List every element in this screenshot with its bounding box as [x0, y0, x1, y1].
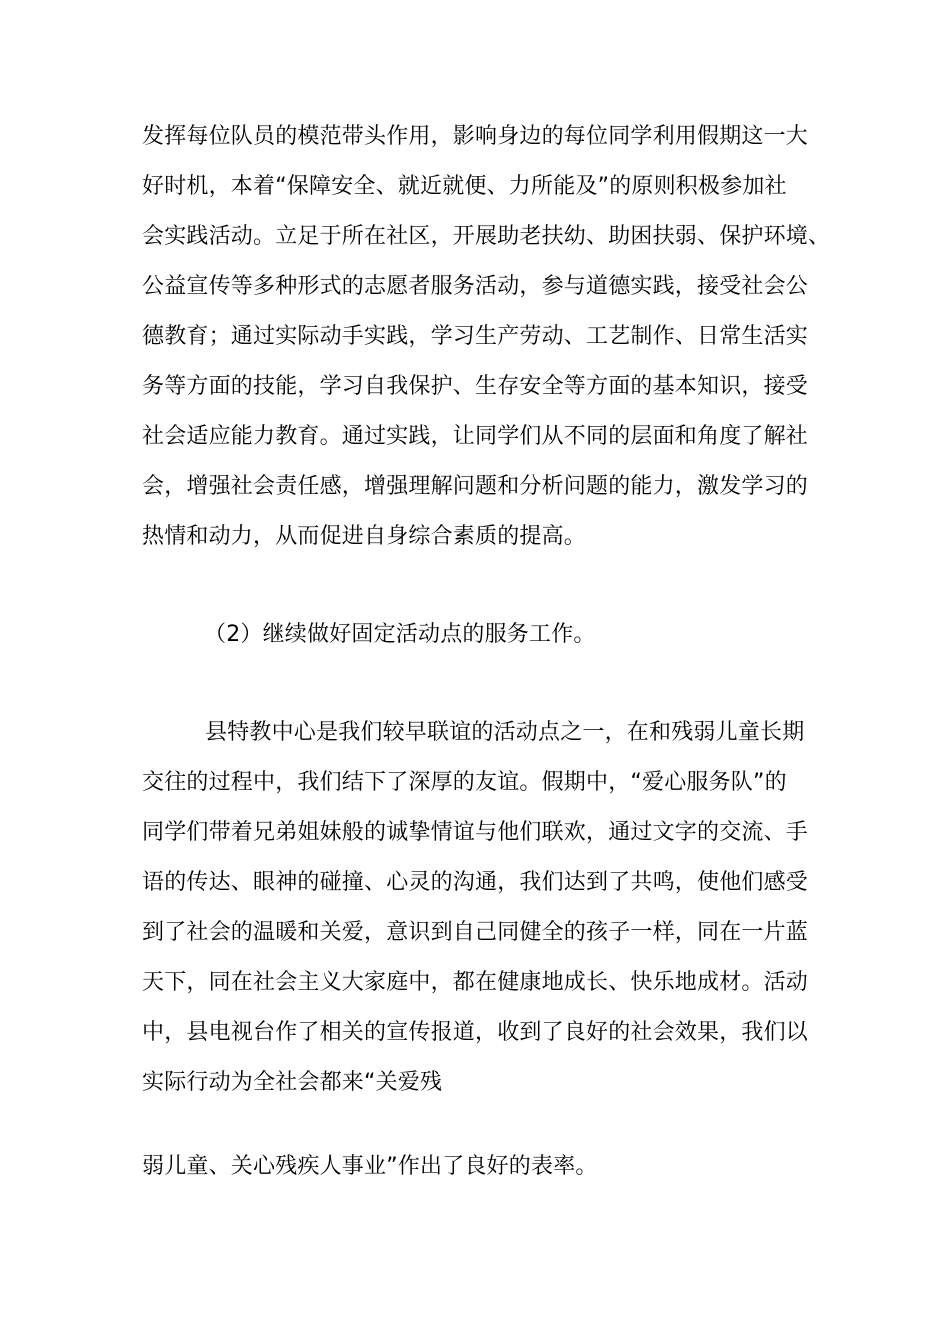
paragraph1-line-8: 会，增强社会责任感，增强理解问题和分析问题的能力，激发学习的 [142, 474, 809, 499]
paragraph1-line-9: 热情和动力，从而促进自身综合素质的提高。 [142, 524, 587, 549]
paragraph2-line-5: 到了社会的温暖和关爱，意识到自己同健全的孩子一样，同在一片蓝 [142, 920, 809, 945]
section-heading: （2）继续做好固定活动点的服务工作。 [204, 622, 596, 647]
paragraph2-line-4: 语的传达、眼神的碰撞、心灵的沟通，我们达到了共鸣，使他们感受 [142, 870, 809, 895]
paragraph2-line-2: 交往的过程中，我们结下了深厚的友谊。假期中，“爱心服务队”的 [142, 770, 787, 795]
paragraph1-line-7: 社会适应能力教育。通过实践，让同学们从不同的层面和角度了解社 [142, 424, 809, 449]
paragraph1-line-6: 务等方面的技能，学习自我保护、生存安全等方面的基本知识，接受 [142, 374, 809, 399]
paragraph3-line-1: 弱儿童、关心残疾人事业”作出了良好的表率。 [142, 1154, 598, 1179]
paragraph2-line-6: 天下，同在社会主义大家庭中，都在健康地成长、快乐地成材。活动 [142, 970, 809, 995]
paragraph1-line-4: 公益宣传等多种形式的志愿者服务活动，参与道德实践，接受社会公 [142, 274, 809, 299]
paragraph2-line-3: 同学们带着兄弟姐妹般的诚挚情谊与他们联欢，通过文字的交流、手 [142, 820, 809, 845]
paragraph2-line-1: 县特教中心是我们较早联谊的活动点之一，在和残弱儿童长期 [205, 720, 805, 745]
paragraph1-line-2: 好时机，本着“保障安全、就近就便、力所能及”的原则积极参加社 [142, 174, 787, 199]
paragraph1-line-3: 会实践活动。立足于所在社区，开展助老扶幼、助困扶弱、保护环境、 [142, 224, 831, 249]
paragraph2-line-7: 中，县电视台作了相关的宣传报道，收到了良好的社会效果，我们以 [142, 1020, 809, 1045]
paragraph1-line-1: 发挥每位队员的模范带头作用，影响身边的每位同学利用假期这一大 [142, 124, 809, 149]
paragraph2-line-8: 实际行动为全社会都来“关爱残 [142, 1070, 443, 1095]
paragraph1-line-5: 德教育；通过实际动手实践，学习生产劳动、工艺制作、日常生活实 [142, 324, 809, 349]
